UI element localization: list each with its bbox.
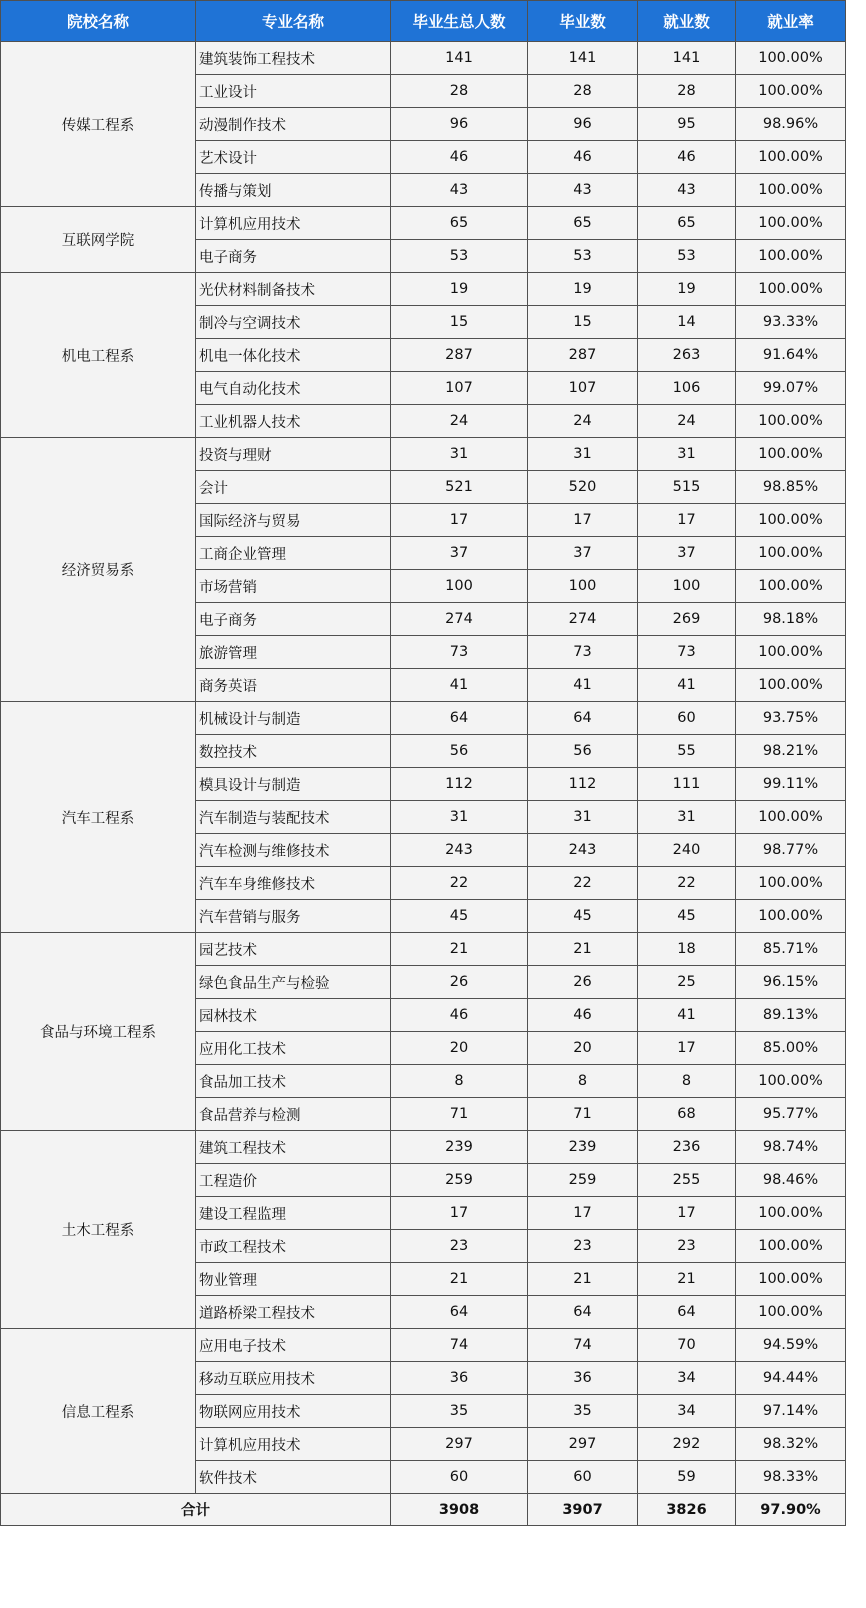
header-major: 专业名称 — [196, 1, 391, 42]
graduated-cell: 239 — [528, 1131, 638, 1164]
major-name-cell: 市政工程技术 — [196, 1230, 391, 1263]
graduated-cell: 107 — [528, 372, 638, 405]
total-graduates-cell: 21 — [391, 933, 528, 966]
employment-rate-cell: 96.15% — [736, 966, 846, 999]
total-label-cell: 合计 — [1, 1494, 391, 1526]
total-graduates-cell: 64 — [391, 1296, 528, 1329]
employed-cell: 14 — [638, 306, 736, 339]
total-graduates-cell: 56 — [391, 735, 528, 768]
major-name-cell: 传播与策划 — [196, 174, 391, 207]
college-name-cell: 食品与环境工程系 — [1, 933, 196, 1131]
total-graduates-cell: 112 — [391, 768, 528, 801]
total-graduates-cell: 100 — [391, 570, 528, 603]
graduated-cell: 36 — [528, 1362, 638, 1395]
graduated-cell: 15 — [528, 306, 638, 339]
table-row — [1, 273, 846, 306]
graduated-cell: 520 — [528, 471, 638, 504]
employment-rate-cell: 94.44% — [736, 1362, 846, 1395]
employed-cell: 55 — [638, 735, 736, 768]
total-graduates-cell: 46 — [391, 141, 528, 174]
table-body — [1, 42, 846, 1526]
header-row — [1, 1, 846, 42]
major-name-cell: 物业管理 — [196, 1263, 391, 1296]
graduated-cell: 31 — [528, 801, 638, 834]
employment-rate-cell: 99.11% — [736, 768, 846, 801]
graduated-cell: 19 — [528, 273, 638, 306]
employment-rate-cell: 100.00% — [736, 867, 846, 900]
header-graduated: 毕业数 — [528, 1, 638, 42]
employment-rate-cell: 100.00% — [736, 636, 846, 669]
major-name-cell: 投资与理财 — [196, 438, 391, 471]
employed-cell: 18 — [638, 933, 736, 966]
graduated-cell: 297 — [528, 1428, 638, 1461]
graduated-cell: 287 — [528, 339, 638, 372]
total-graduates-cell: 60 — [391, 1461, 528, 1494]
employment-rate-cell: 95.77% — [736, 1098, 846, 1131]
major-name-cell: 艺术设计 — [196, 141, 391, 174]
table-row — [1, 702, 846, 735]
major-name-cell: 汽车制造与装配技术 — [196, 801, 391, 834]
employment-rate-cell: 100.00% — [736, 900, 846, 933]
total-graduates-cell: 8 — [391, 1065, 528, 1098]
employed-cell: 8 — [638, 1065, 736, 1098]
major-name-cell: 应用化工技术 — [196, 1032, 391, 1065]
major-name-cell: 制冷与空调技术 — [196, 306, 391, 339]
total-graduates-cell: 21 — [391, 1263, 528, 1296]
employed-cell: 60 — [638, 702, 736, 735]
employed-cell: 95 — [638, 108, 736, 141]
college-name-cell: 土木工程系 — [1, 1131, 196, 1329]
header-college: 院校名称 — [1, 1, 196, 42]
graduated-cell: 8 — [528, 1065, 638, 1098]
total-graduates-cell: 64 — [391, 702, 528, 735]
total-graduates-cell: 45 — [391, 900, 528, 933]
major-name-cell: 动漫制作技术 — [196, 108, 391, 141]
major-name-cell: 计算机应用技术 — [196, 207, 391, 240]
employment-rate-cell: 100.00% — [736, 1197, 846, 1230]
major-name-cell: 汽车车身维修技术 — [196, 867, 391, 900]
major-name-cell: 工商企业管理 — [196, 537, 391, 570]
employment-rate-cell: 100.00% — [736, 174, 846, 207]
employed-cell: 64 — [638, 1296, 736, 1329]
graduated-cell: 74 — [528, 1329, 638, 1362]
college-name-cell: 互联网学院 — [1, 207, 196, 273]
employment-rate-cell: 100.00% — [736, 669, 846, 702]
college-name-cell: 汽车工程系 — [1, 702, 196, 933]
graduated-cell: 45 — [528, 900, 638, 933]
table-row — [1, 438, 846, 471]
graduated-cell: 64 — [528, 702, 638, 735]
total-graduates-cell: 31 — [391, 438, 528, 471]
college-name-cell: 信息工程系 — [1, 1329, 196, 1494]
employment-rate-cell: 94.59% — [736, 1329, 846, 1362]
employment-rate-cell: 100.00% — [736, 273, 846, 306]
graduated-cell: 96 — [528, 108, 638, 141]
total-graduates-cell: 107 — [391, 372, 528, 405]
employed-cell: 292 — [638, 1428, 736, 1461]
major-name-cell: 光伏材料制备技术 — [196, 273, 391, 306]
graduated-cell: 21 — [528, 1263, 638, 1296]
major-name-cell: 应用电子技术 — [196, 1329, 391, 1362]
major-name-cell: 建筑工程技术 — [196, 1131, 391, 1164]
total-graduates-cell: 41 — [391, 669, 528, 702]
total-graduates-sum-cell: 3908 — [391, 1494, 528, 1526]
graduated-cell: 71 — [528, 1098, 638, 1131]
total-graduates-cell: 243 — [391, 834, 528, 867]
total-graduates-cell: 65 — [391, 207, 528, 240]
major-name-cell: 电子商务 — [196, 240, 391, 273]
employment-rate-cell: 98.33% — [736, 1461, 846, 1494]
total-graduates-cell: 15 — [391, 306, 528, 339]
employed-cell: 106 — [638, 372, 736, 405]
employment-rate-cell: 85.71% — [736, 933, 846, 966]
employment-rate-cell: 100.00% — [736, 240, 846, 273]
graduated-cell: 274 — [528, 603, 638, 636]
total-graduates-cell: 297 — [391, 1428, 528, 1461]
total-graduates-cell: 36 — [391, 1362, 528, 1395]
employment-rate-cell: 100.00% — [736, 1263, 846, 1296]
total-graduates-cell: 46 — [391, 999, 528, 1032]
table-row — [1, 207, 846, 240]
employment-rate-cell: 98.85% — [736, 471, 846, 504]
graduated-cell: 53 — [528, 240, 638, 273]
employed-cell: 23 — [638, 1230, 736, 1263]
graduated-cell: 60 — [528, 1461, 638, 1494]
total-graduates-cell: 74 — [391, 1329, 528, 1362]
total-graduates-cell: 22 — [391, 867, 528, 900]
employed-cell: 70 — [638, 1329, 736, 1362]
employment-rate-cell: 100.00% — [736, 207, 846, 240]
employed-cell: 236 — [638, 1131, 736, 1164]
graduated-cell: 259 — [528, 1164, 638, 1197]
employed-cell: 34 — [638, 1395, 736, 1428]
employed-cell: 45 — [638, 900, 736, 933]
total-graduates-cell: 73 — [391, 636, 528, 669]
graduated-cell: 112 — [528, 768, 638, 801]
graduated-cell: 28 — [528, 75, 638, 108]
graduated-cell: 17 — [528, 504, 638, 537]
graduated-sum-cell: 3907 — [528, 1494, 638, 1526]
total-graduates-cell: 239 — [391, 1131, 528, 1164]
employed-cell: 37 — [638, 537, 736, 570]
college-name-cell: 机电工程系 — [1, 273, 196, 438]
major-name-cell: 汽车检测与维修技术 — [196, 834, 391, 867]
total-graduates-cell: 23 — [391, 1230, 528, 1263]
employed-cell: 31 — [638, 801, 736, 834]
graduated-cell: 37 — [528, 537, 638, 570]
graduated-cell: 243 — [528, 834, 638, 867]
graduated-cell: 21 — [528, 933, 638, 966]
table-header — [1, 1, 846, 42]
employed-cell: 263 — [638, 339, 736, 372]
total-graduates-cell: 17 — [391, 504, 528, 537]
graduated-cell: 43 — [528, 174, 638, 207]
table-row — [1, 1329, 846, 1362]
total-graduates-cell: 28 — [391, 75, 528, 108]
total-graduates-cell: 24 — [391, 405, 528, 438]
employed-cell: 41 — [638, 999, 736, 1032]
major-name-cell: 建筑装饰工程技术 — [196, 42, 391, 75]
employed-sum-cell: 3826 — [638, 1494, 736, 1526]
employment-rate-cell: 93.75% — [736, 702, 846, 735]
employment-rate-cell: 85.00% — [736, 1032, 846, 1065]
graduated-cell: 26 — [528, 966, 638, 999]
overall-rate-cell: 97.90% — [736, 1494, 846, 1526]
total-graduates-cell: 53 — [391, 240, 528, 273]
major-name-cell: 软件技术 — [196, 1461, 391, 1494]
major-name-cell: 商务英语 — [196, 669, 391, 702]
header-employment-rate: 就业率 — [736, 1, 846, 42]
table-row — [1, 1131, 846, 1164]
major-name-cell: 模具设计与制造 — [196, 768, 391, 801]
employment-rate-cell: 100.00% — [736, 438, 846, 471]
table-row — [1, 933, 846, 966]
employment-rate-cell: 100.00% — [736, 141, 846, 174]
graduated-cell: 17 — [528, 1197, 638, 1230]
major-name-cell: 电气自动化技术 — [196, 372, 391, 405]
employment-rate-cell: 100.00% — [736, 504, 846, 537]
major-name-cell: 绿色食品生产与检验 — [196, 966, 391, 999]
major-name-cell: 机械设计与制造 — [196, 702, 391, 735]
major-name-cell: 园林技术 — [196, 999, 391, 1032]
employed-cell: 59 — [638, 1461, 736, 1494]
employed-cell: 17 — [638, 1032, 736, 1065]
total-graduates-cell: 287 — [391, 339, 528, 372]
graduated-cell: 65 — [528, 207, 638, 240]
employed-cell: 100 — [638, 570, 736, 603]
header-total-graduates: 毕业生总人数 — [391, 1, 528, 42]
employed-cell: 17 — [638, 1197, 736, 1230]
employed-cell: 41 — [638, 669, 736, 702]
employed-cell: 73 — [638, 636, 736, 669]
employed-cell: 240 — [638, 834, 736, 867]
major-name-cell: 计算机应用技术 — [196, 1428, 391, 1461]
major-name-cell: 道路桥梁工程技术 — [196, 1296, 391, 1329]
major-name-cell: 物联网应用技术 — [196, 1395, 391, 1428]
employment-rate-cell: 97.14% — [736, 1395, 846, 1428]
total-graduates-cell: 43 — [391, 174, 528, 207]
employed-cell: 28 — [638, 75, 736, 108]
table-row — [1, 42, 846, 75]
graduated-cell: 41 — [528, 669, 638, 702]
major-name-cell: 汽车营销与服务 — [196, 900, 391, 933]
employment-rate-cell: 100.00% — [736, 75, 846, 108]
major-name-cell: 工业设计 — [196, 75, 391, 108]
employed-cell: 46 — [638, 141, 736, 174]
total-graduates-cell: 96 — [391, 108, 528, 141]
graduated-cell: 46 — [528, 999, 638, 1032]
employment-rate-cell: 100.00% — [736, 1230, 846, 1263]
employment-rate-cell: 98.77% — [736, 834, 846, 867]
employment-rate-cell: 100.00% — [736, 42, 846, 75]
employed-cell: 141 — [638, 42, 736, 75]
header-employed: 就业数 — [638, 1, 736, 42]
major-name-cell: 机电一体化技术 — [196, 339, 391, 372]
graduated-cell: 23 — [528, 1230, 638, 1263]
major-name-cell: 数控技术 — [196, 735, 391, 768]
major-name-cell: 园艺技术 — [196, 933, 391, 966]
employment-rate-cell: 100.00% — [736, 570, 846, 603]
employed-cell: 53 — [638, 240, 736, 273]
total-graduates-cell: 19 — [391, 273, 528, 306]
employment-rate-cell: 98.46% — [736, 1164, 846, 1197]
employment-rate-cell: 100.00% — [736, 1296, 846, 1329]
major-name-cell: 食品营养与检测 — [196, 1098, 391, 1131]
graduated-cell: 100 — [528, 570, 638, 603]
graduated-cell: 20 — [528, 1032, 638, 1065]
graduated-cell: 22 — [528, 867, 638, 900]
employment-rate-cell: 100.00% — [736, 801, 846, 834]
employed-cell: 111 — [638, 768, 736, 801]
total-graduates-cell: 521 — [391, 471, 528, 504]
employment-rate-cell: 98.74% — [736, 1131, 846, 1164]
major-name-cell: 工程造价 — [196, 1164, 391, 1197]
total-graduates-cell: 17 — [391, 1197, 528, 1230]
graduated-cell: 64 — [528, 1296, 638, 1329]
major-name-cell: 移动互联应用技术 — [196, 1362, 391, 1395]
graduated-cell: 35 — [528, 1395, 638, 1428]
graduated-cell: 46 — [528, 141, 638, 174]
employed-cell: 34 — [638, 1362, 736, 1395]
major-name-cell: 市场营销 — [196, 570, 391, 603]
employed-cell: 255 — [638, 1164, 736, 1197]
total-graduates-cell: 71 — [391, 1098, 528, 1131]
total-graduates-cell: 26 — [391, 966, 528, 999]
employment-rate-cell: 89.13% — [736, 999, 846, 1032]
major-name-cell: 旅游管理 — [196, 636, 391, 669]
employment-rate-cell: 100.00% — [736, 1065, 846, 1098]
major-name-cell: 建设工程监理 — [196, 1197, 391, 1230]
employed-cell: 19 — [638, 273, 736, 306]
employed-cell: 43 — [638, 174, 736, 207]
employed-cell: 65 — [638, 207, 736, 240]
employment-rate-cell: 98.18% — [736, 603, 846, 636]
employed-cell: 17 — [638, 504, 736, 537]
major-name-cell: 食品加工技术 — [196, 1065, 391, 1098]
employment-rate-cell: 98.96% — [736, 108, 846, 141]
employed-cell: 21 — [638, 1263, 736, 1296]
employment-rate-cell: 91.64% — [736, 339, 846, 372]
graduated-cell: 56 — [528, 735, 638, 768]
total-graduates-cell: 141 — [391, 42, 528, 75]
graduated-cell: 31 — [528, 438, 638, 471]
total-graduates-cell: 259 — [391, 1164, 528, 1197]
major-name-cell: 国际经济与贸易 — [196, 504, 391, 537]
total-graduates-cell: 274 — [391, 603, 528, 636]
college-name-cell: 传媒工程系 — [1, 42, 196, 207]
employed-cell: 22 — [638, 867, 736, 900]
major-name-cell: 会计 — [196, 471, 391, 504]
graduated-cell: 73 — [528, 636, 638, 669]
total-graduates-cell: 37 — [391, 537, 528, 570]
graduated-cell: 141 — [528, 42, 638, 75]
employment-rate-cell: 98.21% — [736, 735, 846, 768]
employed-cell: 269 — [638, 603, 736, 636]
employment-rate-cell: 100.00% — [736, 405, 846, 438]
total-graduates-cell: 31 — [391, 801, 528, 834]
employment-rate-cell: 93.33% — [736, 306, 846, 339]
employed-cell: 31 — [638, 438, 736, 471]
college-name-cell: 经济贸易系 — [1, 438, 196, 702]
major-name-cell: 工业机器人技术 — [196, 405, 391, 438]
total-row — [1, 1494, 846, 1526]
employed-cell: 25 — [638, 966, 736, 999]
graduated-cell: 24 — [528, 405, 638, 438]
employed-cell: 24 — [638, 405, 736, 438]
employed-cell: 515 — [638, 471, 736, 504]
employment-rate-cell: 99.07% — [736, 372, 846, 405]
major-name-cell: 电子商务 — [196, 603, 391, 636]
employment-rate-cell: 98.32% — [736, 1428, 846, 1461]
employment-rate-cell: 100.00% — [736, 537, 846, 570]
total-graduates-cell: 20 — [391, 1032, 528, 1065]
employed-cell: 68 — [638, 1098, 736, 1131]
total-graduates-cell: 35 — [391, 1395, 528, 1428]
